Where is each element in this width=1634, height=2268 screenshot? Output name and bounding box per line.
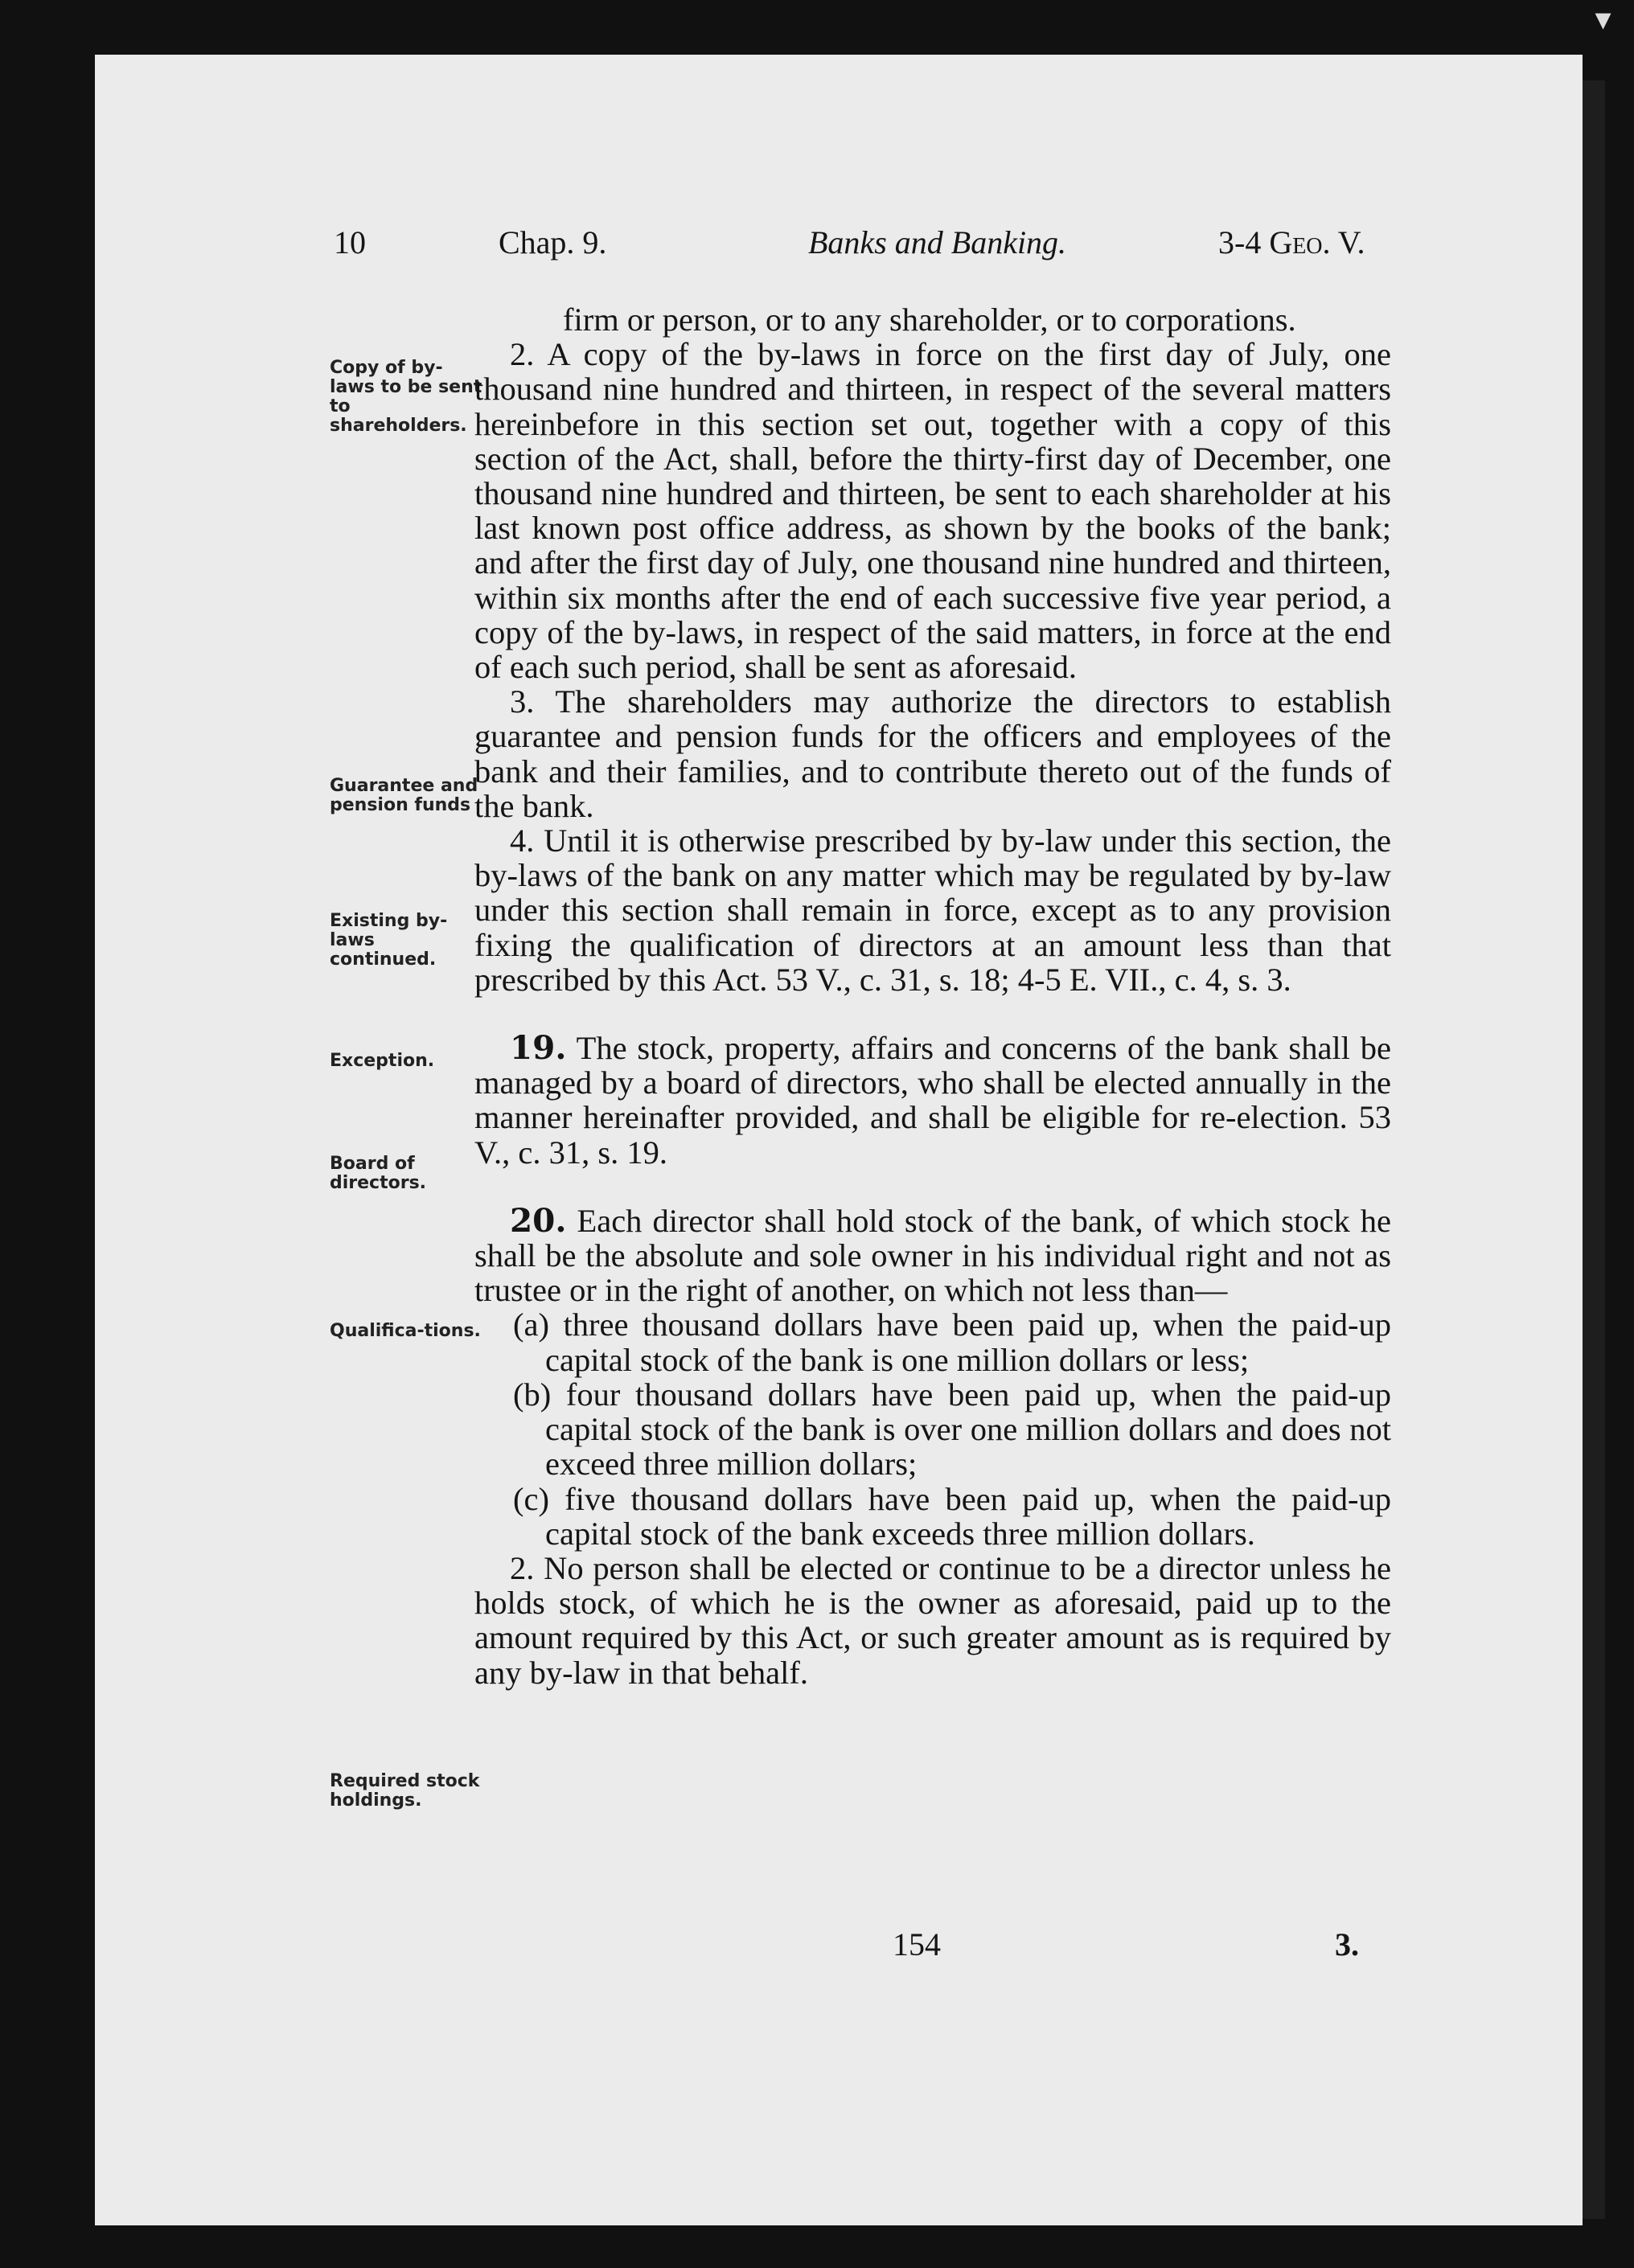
page-edge-shadow bbox=[1583, 80, 1605, 2219]
margin-note-board-directors: Board of directors. bbox=[330, 1154, 427, 1193]
margin-note-copy-bylaws: Copy of by-laws to be sent to shareholders. bbox=[330, 358, 482, 436]
paragraph-subsection-3: 3. The shareholders may authorize the directors to establish guarantee and pension funds for the officers and employees of the bank and their families, and to contribute thereto out of the funds of the bank. bbox=[474, 683, 1391, 824]
clause-a: (a) three thousand dollars have been paid up, when the paid-up capital stock of the bank is one million dollars or less; bbox=[513, 1306, 1391, 1378]
paragraph-subsection-2: 2. A copy of the by-laws in force on the first day of July, one thousand nine hundred and thirteen, in respect of the several matters hereinbefore in this section set out, together with a copy of this section of the Act, shall, before the thirty-first day of December, one thousand nine hundred and thirteen, be sent to each shareholder at his last known post office address, as shown by the books of the bank; and after the first day of July, one thousand nine hundred and thirteen, within six months after the end of each successive five year period, a copy of the by-laws, in respect of the said matters, in force at the end of each such period, shall be sent as aforesaid. bbox=[474, 336, 1391, 686]
margin-note-exception: Exception. bbox=[330, 1051, 435, 1071]
section-20 bbox=[474, 1200, 1391, 1309]
running-title: Banks and Banking. bbox=[808, 224, 1067, 260]
section-20-text: Each director shall hold stock of the bank, of which stock he shall be the absolute and sole owner in his individual right and not as trustee or in the right of another, on which not less than— bbox=[474, 1202, 1391, 1309]
margin-note-qualifications: Qualifica-tions. bbox=[330, 1321, 481, 1341]
paragraph-section-20-subsection-2: 2. No person shall be elected or continue to be a director unless he holds stock, of which he is the owner as aforesaid, paid up to the amount required by this Act, or such greater amount as is required by any by-law in that behalf. bbox=[474, 1549, 1391, 1691]
folio-number: 154 bbox=[893, 1926, 941, 1962]
section-20-number: 20. bbox=[510, 1200, 567, 1240]
clause-b: (b) four thousand dollars have been paid up, when the paid-up capital stock of the bank is over one million dollars and does not exceed three million dollars; bbox=[513, 1376, 1391, 1483]
chapter-label: Chap. 9. bbox=[499, 224, 607, 260]
section-19-number: 19. bbox=[510, 1028, 567, 1068]
clause-c: (c) five thousand dollars have been paid up, when the paid-up capital stock of the bank exceeds three million dollars. bbox=[513, 1480, 1391, 1552]
page-number: 10 bbox=[334, 224, 366, 260]
section-19 bbox=[474, 1028, 1391, 1171]
corner-artifact: ▾ bbox=[1572, 0, 1634, 48]
section-19-text: The stock, property, affairs and concerns of the bank shall be managed by a board of directors, who shall be elected annually in the manner hereinafter provided, and shall be eligible for re-election. 53 V., c. 31, s. 19. bbox=[474, 1030, 1391, 1171]
margin-note-existing-bylaws: Existing by-laws continued. bbox=[330, 911, 448, 970]
paragraph-continuation: firm or person, or to any shareholder, or to corporations. bbox=[563, 301, 1296, 338]
margin-note-guarantee-funds: Guarantee and pension funds bbox=[330, 776, 478, 815]
signature-mark: 3. bbox=[1335, 1926, 1359, 1962]
body-text bbox=[474, 302, 1391, 1690]
regnal-year: 3-4 Geo. V. bbox=[1218, 224, 1365, 260]
paragraph-subsection-4: 4. Until it is otherwise prescribed by by-law under this section, the by-laws of the bank on any matter which may be regulated by by-law under this section shall remain in force, except as to any provision fixing the qualification of directors at an amount less than that prescribed by this Act. 53 V., c. 31, s. 18; 4-5 E. VII., c. 4, s. 3. bbox=[474, 822, 1391, 998]
margin-note-required-stock: Required stock holdings. bbox=[330, 1771, 480, 1811]
